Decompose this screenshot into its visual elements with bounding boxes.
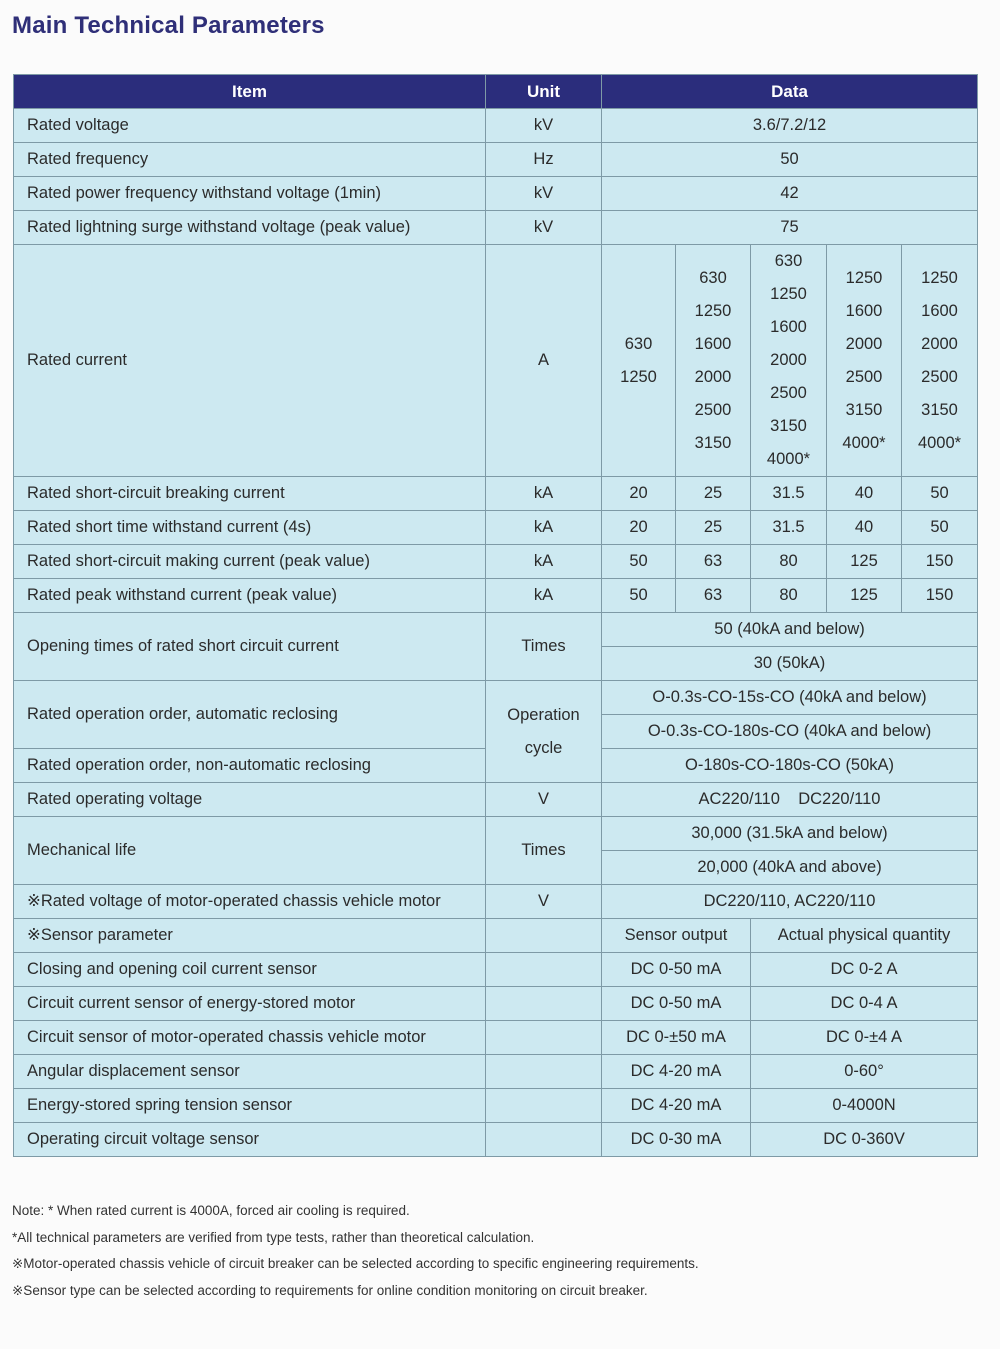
- row-item: Circuit sensor of motor-operated chassis vehicle motor: [14, 1021, 486, 1055]
- unit-line: Operation: [507, 705, 580, 724]
- row-unit: V: [486, 783, 602, 817]
- row-data: 3.6/7.2/12: [602, 109, 978, 143]
- row-item: Rated frequency: [14, 143, 486, 177]
- row-unit: kV: [486, 109, 602, 143]
- sensor-output: DC 0-±50 mA: [602, 1021, 751, 1055]
- row-value: 150: [902, 545, 978, 579]
- row-data: 75: [602, 211, 978, 245]
- rated-current-value: 1600: [694, 334, 732, 353]
- row-item: Rated operation order, non-automatic reclosing: [14, 749, 486, 783]
- row-value: 80: [751, 579, 827, 613]
- row-data: O-0.3s-CO-180s-CO (40kA and below): [602, 715, 978, 749]
- row-unit-empty: [486, 953, 602, 987]
- rated-current-value: 630: [699, 268, 727, 287]
- row-item: Rated lightning surge withstand voltage (peak value): [14, 211, 486, 245]
- row-value: 25: [676, 477, 751, 511]
- table-row: [14, 177, 978, 211]
- table-row: [14, 885, 978, 919]
- sensor-physical: DC 0-360V: [751, 1123, 978, 1157]
- row-value: 50: [602, 579, 676, 613]
- row-data: DC220/110, AC220/110: [602, 885, 978, 919]
- rated-current-value: 4000*: [766, 450, 811, 468]
- row-unit: kA: [486, 579, 602, 613]
- rated-current-value: 4000*: [917, 433, 962, 452]
- row-item: Rated power frequency withstand voltage (1min): [14, 177, 486, 211]
- notes: [12, 1198, 699, 1304]
- row-item: ※Rated voltage of motor-operated chassis vehicle motor: [14, 885, 486, 919]
- note-line: ※Sensor type can be selected according to requirements for online condition monitoring on circuit breaker.: [12, 1282, 648, 1298]
- rated-current-value: 3150: [770, 417, 807, 435]
- rated-current-column: [902, 245, 978, 477]
- table-row: [14, 143, 978, 177]
- row-unit: kA: [486, 511, 602, 545]
- table-header-row: [14, 75, 978, 109]
- sensor-output: DC 0-50 mA: [602, 987, 751, 1021]
- row-item: Rated short-circuit breaking current: [14, 477, 486, 511]
- page-title: Main Technical Parameters: [12, 12, 325, 39]
- row-item: Energy-stored spring tension sensor: [14, 1089, 486, 1123]
- table-row: [14, 109, 978, 143]
- technical-parameters-table: [13, 74, 978, 1157]
- table-row: [14, 987, 978, 1021]
- sensor-physical: 0-4000N: [751, 1089, 978, 1123]
- note-line: Note: * When rated current is 4000A, forced air cooling is required.: [12, 1203, 410, 1218]
- row-unit-empty: [486, 919, 602, 953]
- row-data: 50 (40kA and below): [602, 613, 978, 647]
- row-value: 150: [902, 579, 978, 613]
- rated-current-value: 4000*: [842, 433, 886, 452]
- table-row: [14, 211, 978, 245]
- table-row: [14, 1055, 978, 1089]
- header-unit: Unit: [486, 75, 602, 109]
- row-value: 50: [602, 545, 676, 579]
- row-item: Circuit current sensor of energy-stored motor: [14, 987, 486, 1021]
- row-unit-operation-cycle: [486, 681, 602, 783]
- row-data: 30,000 (31.5kA and below): [602, 817, 978, 851]
- row-unit: kV: [486, 177, 602, 211]
- header-data: Data: [602, 75, 978, 109]
- sensor-physical: DC 0-4 A: [751, 987, 978, 1021]
- table-row: [14, 511, 978, 545]
- row-unit: kA: [486, 545, 602, 579]
- row-value: 125: [827, 545, 902, 579]
- row-item: Rated voltage: [14, 109, 486, 143]
- row-unit: A: [486, 245, 602, 477]
- row-item: Rated short time withstand current (4s): [14, 511, 486, 545]
- row-value: 40: [827, 511, 902, 545]
- note-line: *All technical parameters are verified from type tests, rather than theoretical calculation.: [12, 1229, 535, 1245]
- row-value: 20: [602, 511, 676, 545]
- sensor-output: DC 0-30 mA: [602, 1123, 751, 1157]
- rated-current-value: 1250: [770, 285, 807, 303]
- table-row: [14, 1021, 978, 1055]
- row-data: O-180s-CO-180s-CO (50kA): [602, 749, 978, 783]
- rated-current-value: 2000: [770, 351, 807, 369]
- row-unit: kV: [486, 211, 602, 245]
- rated-current-value: 3150: [921, 400, 958, 419]
- row-value: 125: [827, 579, 902, 613]
- rated-current-value: 1250: [620, 367, 657, 386]
- row-unit-empty: [486, 1021, 602, 1055]
- rated-current-value: 630: [774, 252, 803, 270]
- table-row-rated-current: [14, 245, 978, 477]
- row-item: Mechanical life: [14, 817, 486, 885]
- row-value: 50: [902, 511, 978, 545]
- row-unit: Times: [486, 817, 602, 885]
- row-data: 50: [602, 143, 978, 177]
- rated-current-value: 1250: [694, 301, 732, 320]
- rated-current-value: 1600: [921, 301, 958, 320]
- rated-current-column: [676, 245, 751, 477]
- rated-current-value: 2500: [845, 367, 883, 386]
- sensor-physical: DC 0-±4 A: [751, 1021, 978, 1055]
- table-row: [14, 1123, 978, 1157]
- rated-current-column: [751, 245, 827, 477]
- note-line: ※Motor-operated chassis vehicle of circuit breaker can be selected according to specific engineering requirements.: [12, 1256, 699, 1271]
- header-item: Item: [14, 75, 486, 109]
- row-value: 63: [676, 579, 751, 613]
- rated-current-column: [827, 245, 902, 477]
- row-item: Rated short-circuit making current (peak value): [14, 545, 486, 579]
- sensor-output: DC 4-20 mA: [602, 1089, 751, 1123]
- rated-current-value: 2000: [694, 367, 732, 386]
- row-item: Operating circuit voltage sensor: [14, 1123, 486, 1157]
- row-data: AC220/110 DC220/110: [602, 783, 978, 817]
- table-row: [14, 1089, 978, 1123]
- rated-current-value: 1600: [845, 301, 883, 320]
- row-unit: Hz: [486, 143, 602, 177]
- row-unit-empty: [486, 987, 602, 1021]
- row-item: Opening times of rated short circuit current: [14, 613, 486, 681]
- table-row: [14, 681, 978, 715]
- row-value: 31.5: [751, 477, 827, 511]
- row-data: O-0.3s-CO-15s-CO (40kA and below): [602, 681, 978, 715]
- rated-current-column: [602, 245, 676, 477]
- row-item: Rated operating voltage: [14, 783, 486, 817]
- row-data: 42: [602, 177, 978, 211]
- row-unit-empty: [486, 1089, 602, 1123]
- row-item: Rated peak withstand current (peak value): [14, 579, 486, 613]
- rated-current-value: 3150: [694, 433, 732, 452]
- row-item: ※Sensor parameter: [14, 919, 486, 953]
- sensor-output-header: Sensor output: [602, 919, 751, 953]
- row-value: 50: [902, 477, 978, 511]
- row-value: 31.5: [751, 511, 827, 545]
- table-row: [14, 545, 978, 579]
- row-value: 25: [676, 511, 751, 545]
- row-data: 20,000 (40kA and above): [602, 851, 978, 885]
- table-row: [14, 579, 978, 613]
- row-unit-empty: [486, 1055, 602, 1089]
- row-item: Angular displacement sensor: [14, 1055, 486, 1089]
- row-unit: Times: [486, 613, 602, 681]
- row-value: 63: [676, 545, 751, 579]
- row-unit: V: [486, 885, 602, 919]
- sensor-output: DC 4-20 mA: [602, 1055, 751, 1089]
- row-value: 20: [602, 477, 676, 511]
- table-row: [14, 477, 978, 511]
- row-value: 40: [827, 477, 902, 511]
- rated-current-value: 1600: [770, 318, 807, 336]
- rated-current-value: 1250: [845, 268, 883, 287]
- rated-current-value: 2500: [694, 400, 732, 419]
- rated-current-value: 630: [624, 334, 653, 353]
- sensor-physical: 0-60°: [751, 1055, 978, 1089]
- rated-current-value: 2500: [921, 367, 958, 386]
- rated-current-value: 2000: [921, 334, 958, 353]
- sensor-header-row: [14, 919, 978, 953]
- table-row: [14, 953, 978, 987]
- row-unit: kA: [486, 477, 602, 511]
- row-value: 80: [751, 545, 827, 579]
- table-row: [14, 783, 978, 817]
- row-data: 30 (50kA): [602, 647, 978, 681]
- sensor-physical: DC 0-2 A: [751, 953, 978, 987]
- rated-current-value: 2500: [770, 384, 807, 402]
- row-item: Closing and opening coil current sensor: [14, 953, 486, 987]
- unit-line: cycle: [524, 738, 563, 757]
- rated-current-value: 1250: [921, 268, 958, 287]
- rated-current-value: 3150: [845, 400, 883, 419]
- row-item: Rated current: [14, 245, 486, 477]
- table-row: [14, 817, 978, 851]
- rated-current-value: 2000: [845, 334, 883, 353]
- sensor-physical-header: Actual physical quantity: [751, 919, 978, 953]
- table-row: [14, 613, 978, 647]
- row-unit-empty: [486, 1123, 602, 1157]
- row-item: Rated operation order, automatic reclosing: [14, 681, 486, 749]
- sensor-output: DC 0-50 mA: [602, 953, 751, 987]
